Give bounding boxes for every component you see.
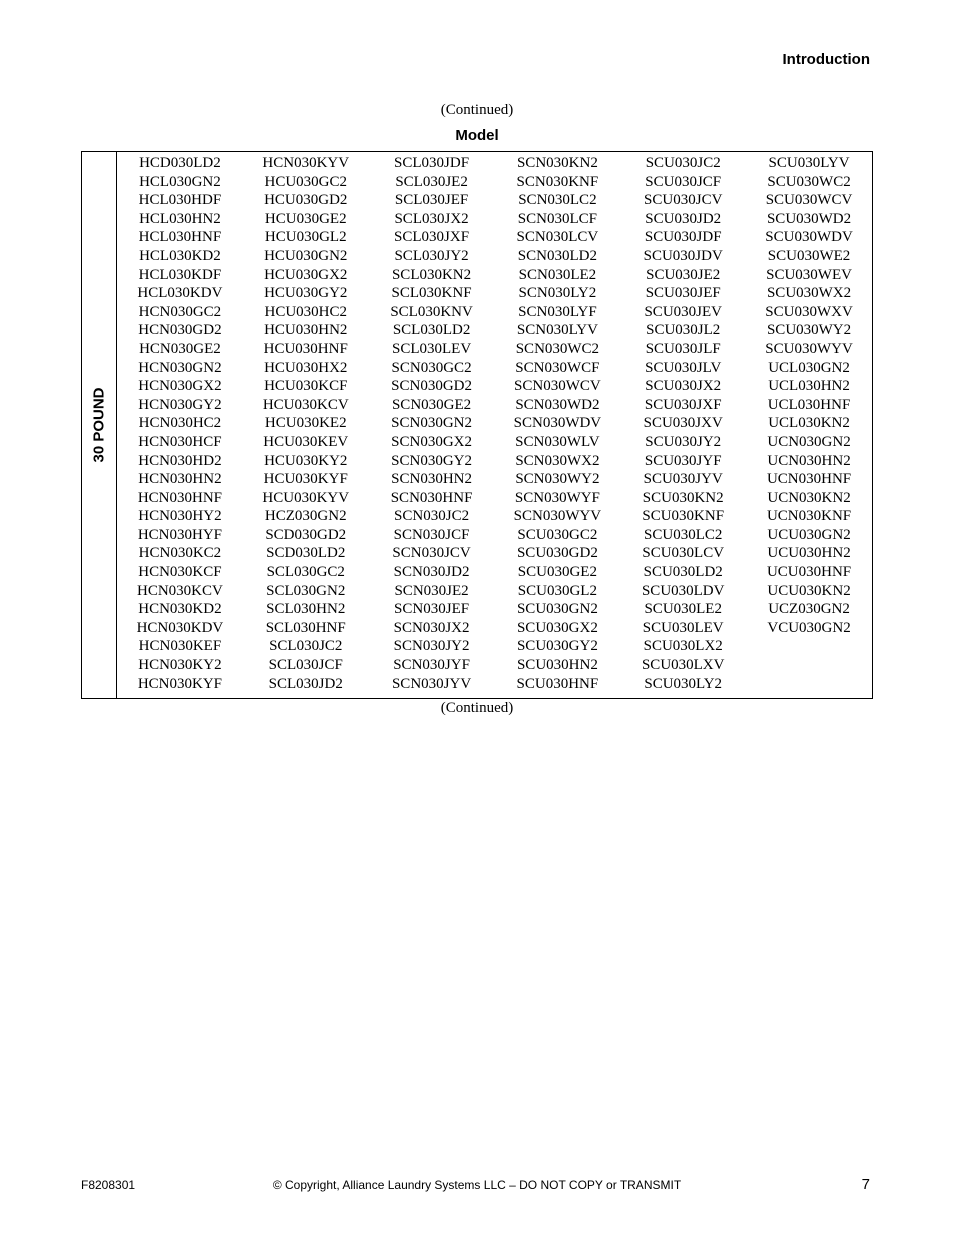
model-cell: SCU030GY2 [516, 638, 598, 655]
model-cell: SCU030GD2 [516, 545, 598, 562]
model-cell: SCU030JEV [644, 303, 722, 320]
model-cell: UCN030GN2 [767, 433, 851, 450]
model-cell: SCU030JD2 [645, 210, 722, 227]
model-cell: SCL030JC2 [269, 638, 343, 655]
model-cell: HCN030KYV [262, 155, 350, 171]
model-cell: SCU030WYV [765, 340, 853, 357]
model-cell: UCU030GN2 [767, 526, 851, 543]
model-cell: SCL030JDF [394, 155, 470, 171]
model-cell: SCU030GC2 [517, 526, 598, 543]
table-title: Model [455, 127, 499, 144]
continued-label-top: (Continued) [440, 102, 514, 118]
model-cell: SCN030GY2 [391, 452, 472, 469]
model-cell: SCN030LYF [518, 303, 597, 320]
model-cell: SCN030LCF [517, 210, 597, 227]
model-cell: SCU030KNF [642, 508, 725, 525]
model-cell: SCN030GN2 [391, 415, 472, 432]
model-cell: SCN030GE2 [391, 396, 472, 413]
model-cell: HCN030KDV [136, 619, 224, 636]
model-cell: SCL030LEV [391, 340, 472, 357]
model-cell: SCN030KNF [516, 173, 599, 190]
model-cell: HCL030KDV [137, 285, 223, 302]
model-cell: SCN030LYV [516, 322, 598, 339]
model-column [746, 154, 872, 698]
model-cell: HCN030HCF [138, 433, 222, 450]
model-cell: SCN030HN2 [391, 471, 472, 488]
model-cell: HCN030KY2 [138, 657, 222, 674]
model-cell: SCL030JCF [268, 657, 343, 674]
model-cell: HCL030KD2 [139, 247, 221, 264]
model-cell: SCN030GD2 [391, 378, 472, 395]
model-cell: SCU030JXV [643, 415, 723, 432]
footer-copyright: © Copyright, Alliance Laundry Systems LLC – DO NOT COPY or TRANSMIT [272, 1178, 682, 1192]
model-cell: SCU030JDV [643, 247, 723, 264]
model-cell: HCU030GL2 [264, 229, 347, 246]
model-cell: SCU030JCV [644, 192, 723, 209]
model-cell: HCN030HD2 [138, 452, 222, 469]
model-cell: HCD030LD2 [139, 155, 221, 171]
model-cell: SCL030HN2 [266, 601, 346, 618]
model-cell: HCU030KCF [264, 378, 348, 395]
model-cell: SCU030JYV [643, 471, 723, 488]
model-cell: HCU030GY2 [264, 285, 348, 302]
model-cell: SCN030WY2 [515, 471, 600, 488]
model-cell: UCN030KN2 [767, 489, 851, 506]
model-cell: HCN030GC2 [138, 303, 222, 320]
model-cell: SCL030KNF [391, 285, 472, 302]
model-cell: HCN030GE2 [139, 340, 221, 357]
model-cell: SCU030GE2 [517, 564, 597, 581]
model-cell: SCN030LE2 [518, 266, 597, 283]
model-cell: UCN030HN2 [767, 452, 851, 469]
model-cell: SCN030JE2 [394, 582, 469, 599]
model-cell: SCL030JX2 [394, 210, 469, 227]
model-columns [117, 152, 872, 698]
model-cell: UCU030HN2 [767, 545, 851, 562]
model-cell: SCL030GC2 [266, 564, 345, 581]
model-cell: HCN030HN2 [138, 471, 222, 488]
model-cell: HCN030KCV [136, 582, 223, 599]
model-cell: UCL030GN2 [768, 359, 850, 376]
model-cell: HCU030GD2 [264, 192, 348, 209]
model-cell: SCN030HNF [390, 489, 473, 506]
model-cell: SCU030LCV [642, 545, 725, 562]
model-cell: HCU030GX2 [264, 266, 348, 283]
model-cell: SCD030LD2 [266, 545, 346, 562]
model-column [620, 154, 746, 698]
model-cell: SCU030WE2 [767, 247, 851, 264]
model-cell: SCU030JL2 [646, 322, 721, 339]
model-cell: SCN030WC2 [515, 340, 600, 357]
model-cell: HCU030GE2 [264, 210, 347, 227]
model-cell: UCN030KNF [766, 508, 852, 525]
model-cell: HCU030KEV [263, 433, 349, 450]
model-cell: SCU030HNF [516, 675, 599, 692]
model-cell: SCL030JD2 [268, 675, 343, 692]
model-cell: SCN030WD2 [515, 396, 600, 413]
model-cell: SCU030GL2 [517, 582, 597, 599]
model-cell: SCN030JYV [391, 675, 472, 692]
model-cell: SCL030GN2 [266, 582, 346, 599]
model-cell: SCU030JLF [645, 340, 721, 357]
model-column [117, 154, 243, 698]
model-cell: SCU030LY2 [644, 675, 723, 692]
model-cell: SCN030WCV [514, 378, 601, 395]
model-cell: SCN030LC2 [518, 192, 597, 209]
model-cell: HCU030KYF [263, 471, 348, 488]
model-cell: SCU030JY2 [645, 433, 722, 450]
model-cell: HCL030KDF [138, 266, 222, 283]
model-cell: SCN030WLV [515, 433, 600, 450]
model-cell: SCU030WX2 [766, 285, 852, 302]
model-cell: SCU030WXV [765, 303, 853, 320]
model-cell: SCN030WYV [513, 508, 602, 525]
model-cell: UCN030HNF [766, 471, 852, 488]
model-cell: HCN030GN2 [138, 359, 222, 376]
model-table [81, 151, 873, 699]
model-cell: HCN030GD2 [138, 322, 222, 339]
model-cell: SCU030GX2 [516, 619, 598, 636]
model-cell: SCL030JXF [394, 229, 470, 246]
row-label-cell [82, 152, 117, 698]
model-cell: SCU030JDF [644, 229, 722, 246]
model-cell: UCL030HNF [767, 396, 851, 413]
model-cell: SCN030JEF [394, 601, 470, 618]
model-cell: SCU030JE2 [646, 266, 721, 283]
model-cell: HCU030KYV [262, 489, 350, 506]
model-cell: SCL030LD2 [392, 322, 471, 339]
model-cell: SCL030JY2 [394, 247, 469, 264]
model-cell: HCU030GN2 [264, 247, 348, 264]
model-cell: HCU030HNF [263, 340, 348, 357]
model-cell: SCU030JLV [645, 359, 722, 376]
model-cell: SCU030WEV [766, 266, 852, 283]
model-cell: HCN030HYF [137, 526, 222, 543]
model-cell: SCU030LYV [768, 155, 850, 171]
model-cell: UCL030KN2 [768, 415, 850, 432]
model-cell: SCL030JEF [394, 192, 469, 209]
model-column [369, 154, 495, 698]
model-cell: VCU030GN2 [767, 619, 851, 636]
model-cell: SCN030WYF [514, 489, 600, 506]
model-cell: SCL030JE2 [395, 173, 468, 190]
model-cell: SCN030KN2 [516, 155, 598, 171]
model-cell: SCN030JC2 [394, 508, 470, 525]
model-cell: HCL030HDF [138, 192, 222, 209]
model-cell: HCZ030GN2 [264, 508, 347, 525]
model-cell: SCD030GD2 [265, 526, 347, 543]
model-cell: UCU030KN2 [767, 582, 851, 599]
model-cell: SCN030JD2 [393, 564, 470, 581]
model-cell: SCU030HN2 [516, 657, 598, 674]
model-cell: SCU030JC2 [645, 155, 721, 171]
continued-label-bottom: (Continued) [440, 700, 514, 716]
model-cell: SCU030JCF [645, 173, 722, 190]
model-cell: HCU030HN2 [264, 322, 348, 339]
model-cell: SCU030LX2 [643, 638, 723, 655]
footer-doc-number: F8208301 [81, 1178, 136, 1192]
model-cell: SCU030WCV [765, 192, 853, 209]
page-number: 7 [861, 1176, 870, 1193]
model-cell: HCN030HY2 [138, 508, 222, 525]
model-cell: SCN030GC2 [391, 359, 472, 376]
model-cell: HCL030HN2 [139, 210, 221, 227]
model-cell: SCN030JCF [393, 526, 470, 543]
model-cell: SCU030JX2 [645, 378, 722, 395]
model-cell: HCU030KCV [262, 396, 349, 413]
model-cell: SCN030JY2 [393, 638, 470, 655]
model-cell: HCN030GX2 [138, 378, 222, 395]
model-cell: HCN030KYF [137, 675, 222, 692]
model-cell: SCN030WDV [513, 415, 602, 432]
model-cell: SCN030GX2 [391, 433, 472, 450]
model-cell: SCU030WC2 [767, 173, 851, 190]
model-cell: HCN030KD2 [138, 601, 222, 618]
model-cell: SCL030KNV [390, 303, 473, 320]
model-cell: HCN030HC2 [138, 415, 222, 432]
section-header: Introduction [782, 51, 870, 68]
model-cell: SCN030JX2 [393, 619, 470, 636]
model-cell: SCU030GN2 [516, 601, 598, 618]
model-cell: SCU030WDV [765, 229, 853, 246]
model-cell: SCN030LD2 [517, 247, 597, 264]
model-cell: SCN030JCV [392, 545, 471, 562]
model-cell: HCN030KEF [138, 638, 222, 655]
model-cell: SCN030JYF [393, 657, 470, 674]
model-cell: SCU030LDV [641, 582, 725, 599]
model-cell: HCN030KC2 [138, 545, 222, 562]
model-cell: UCL030HN2 [768, 378, 850, 395]
model-cell: SCU030LC2 [644, 526, 723, 543]
model-cell: SCN030WCF [515, 359, 600, 376]
model-column [494, 154, 620, 698]
model-cell: HCL030HNF [138, 229, 222, 246]
model-cell: SCU030LD2 [643, 564, 723, 581]
model-cell: HCU030GC2 [264, 173, 347, 190]
model-cell: SCN030LY2 [518, 285, 597, 302]
model-cell: SCU030LE2 [644, 601, 722, 618]
model-cell: UCU030HNF [766, 564, 852, 581]
model-cell: SCU030WD2 [766, 210, 852, 227]
model-cell: SCN030WX2 [515, 452, 600, 469]
model-cell: SCL030HNF [265, 619, 346, 636]
model-cell: SCU030LEV [642, 619, 724, 636]
model-cell: HCU030HC2 [264, 303, 347, 320]
model-cell: SCL030KN2 [391, 266, 472, 283]
model-cell: SCU030KN2 [642, 489, 724, 506]
model-cell: HCN030GY2 [138, 396, 222, 413]
model-column [243, 154, 369, 698]
model-cell: HCU030KY2 [264, 452, 348, 469]
model-cell: HCU030HX2 [264, 359, 348, 376]
model-cell: HCL030GN2 [139, 173, 221, 190]
model-cell: SCU030JXF [644, 396, 722, 413]
model-cell: HCN030KCF [138, 564, 222, 581]
model-cell: SCN030LCV [516, 229, 599, 246]
model-cell: UCZ030GN2 [768, 601, 850, 618]
model-cell: SCU030JYF [644, 452, 722, 469]
model-cell: SCU030WY2 [766, 322, 852, 339]
model-cell: HCN030HNF [137, 489, 222, 506]
model-cell: SCU030JEF [645, 285, 721, 302]
model-cell: SCU030LXV [641, 657, 725, 674]
model-cell: HCU030KE2 [264, 415, 347, 432]
row-label: 30 POUND [90, 387, 108, 463]
